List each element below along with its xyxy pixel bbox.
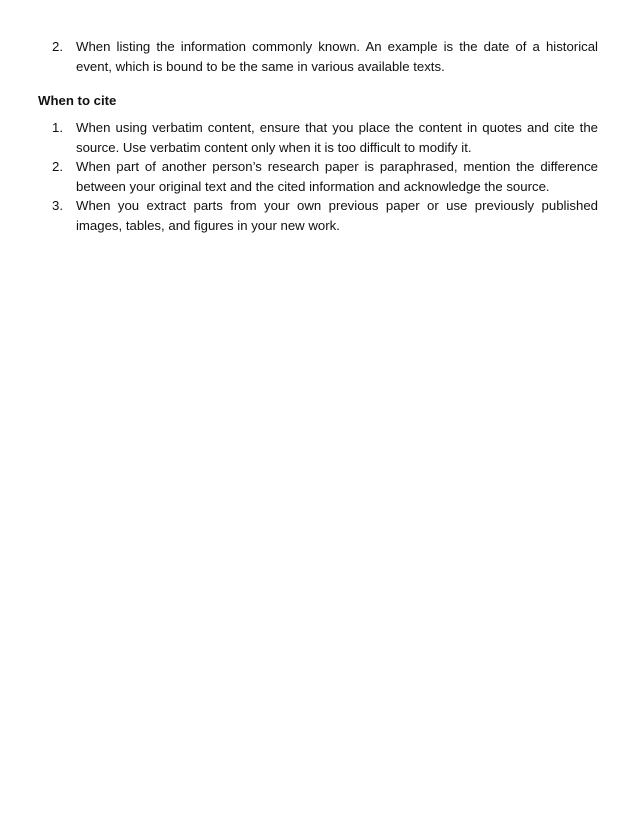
list-item-number: 2. bbox=[52, 159, 63, 174]
non-citation-list bbox=[0, 37, 598, 76]
list-item-text: When using verbatim content, ensure that you place the content in quotes and cite the source. Use verbatim content only when it is too difficult to modify it. bbox=[76, 120, 598, 155]
list-item bbox=[0, 196, 598, 235]
list-item bbox=[0, 118, 598, 157]
list-item bbox=[0, 37, 598, 76]
list-item-number: 1. bbox=[52, 120, 63, 135]
list-item-text: When you extract parts from your own previous paper or use previously published images, tables, and figures in your new work. bbox=[76, 198, 598, 233]
list-item-number: 2. bbox=[52, 39, 63, 54]
when-to-cite-list bbox=[0, 118, 598, 235]
list-item-number: 3. bbox=[52, 198, 63, 213]
section-heading: When to cite bbox=[38, 93, 117, 108]
list-item-text: When part of another person’s research paper is paraphrased, mention the difference between your original text and the cited information and acknowledge the source. bbox=[76, 159, 598, 194]
list-item bbox=[0, 157, 598, 196]
list-item-text: When listing the information commonly known. An example is the date of a historical event, which is bound to be the same in various available texts. bbox=[76, 39, 598, 74]
